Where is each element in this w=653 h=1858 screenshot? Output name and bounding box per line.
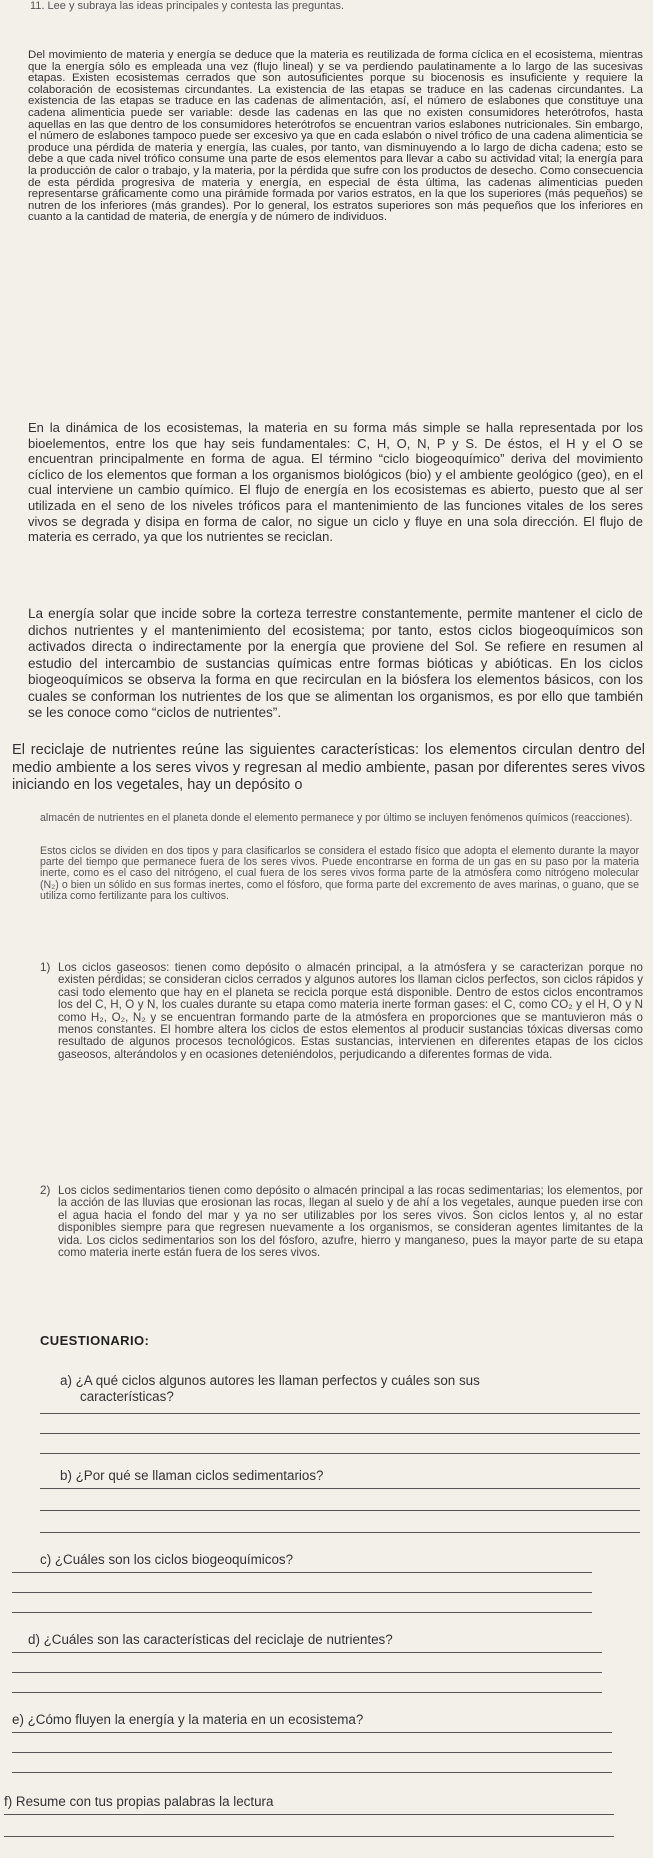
answer-line-c3[interactable] — [12, 1612, 592, 1613]
paragraph-4: El reciclaje de nutrientes reúne las siguientes características: los elementos circulan dentro del medio ambiente a los seres vivos y regresan al medio ambiente, pasan por diferentes seres vivos iniciando en los vegetales, hay un depósito o — [12, 742, 645, 793]
small-paragraph-2: Estos ciclos se dividen en dos tipos y para clasificarlos se considera el estado físico que adopta el elemento durante la mayor parte del tiempo que permanece fuera de los seres vivos. Puede encontrarse en forma de un gas en su paso por la materia inerte, como es el caso del nitrógeno, el cual fuera de los seres vivos forma parte de la atmósfera como nitrógeno molecular (N₂) o bien un sólido en sus formas inertes, como el fósforo, que forma parte del excremento de aves marinas, o guano, que se utiliza como fertilizante para los cultivos. — [40, 845, 639, 902]
answer-line-d2[interactable] — [12, 1672, 602, 1673]
answer-line-f2[interactable] — [4, 1836, 614, 1837]
answer-line-a3[interactable] — [40, 1453, 640, 1454]
answer-line-e1[interactable] — [12, 1732, 612, 1733]
answer-line-b2[interactable] — [40, 1510, 640, 1511]
paragraph-1: Del movimiento de materia y energía se deduce que la materia es reutilizada de forma cíclica en el ecosistema, mientras que la energía sólo es empleada una vez (flujo lineal) y se va perdiendo paulatinamente a lo largo de las sucesivas etapas. Existen ecosistemas cerrados que son autosuficientes porque su biocenosis es insuficiente y requiere la colaboración de ecosistemas circundantes. La existencia de las etapas se traduce en las cadenas circundantes. La existencia de las etapas se traduce en las cadenas de alimentación, así, el número de eslabones que constituye una cadena alimenticia puede ser variable: desde las cadenas en las que no existen consumidores heterótrofos, hasta aquellas en las que dentro de los consumidores heterótrofos se encuentran varios eslabones nutricionales. Sin embargo, el número de eslabones tampoco puede ser excesivo ya que en cada eslabón o nivel trófico de una cadena alimenticia se produce una pérdida de materia y energía, las cuales, por tanto, van disminuyendo a lo largo de dicha cadena; esto se debe a que cada nivel trófico consume una parte de esos elementos para llevar a cabo su actividad vital; la energía para la producción de calor o trabajo, y la materia, por la pérdida que sufre con los productos de desecho. Como consecuencia de esta pérdida progresiva de materia y energía, en especial de ésta última, las cadenas alimenticias pueden representarse gráficamente como una pirámide formada por varios estratos, en la que los superiores (más pequeños) se nutren de los inferiores (más grandes). Por lo general, los estratos superiores son más pequeños que los inferiores en cuanto a la cantidad de materia, de energía y de número de individuos. — [28, 49, 643, 224]
question-a-line1: a) ¿A qué ciclos algunos autores les llaman perfectos y cuáles son sus — [60, 1373, 480, 1388]
list-item-sedimentary — [40, 1185, 643, 1259]
list-number: 1) — [40, 961, 51, 974]
list-number: 2) — [40, 1184, 51, 1197]
answer-line-d3[interactable] — [12, 1692, 602, 1693]
answer-line-a1[interactable] — [40, 1413, 640, 1414]
answer-line-d1[interactable] — [12, 1652, 602, 1653]
list-text: Los ciclos gaseosos: tienen como depósito o almacén principal, a la atmósfera y se caracterizan porque no existen pérdidas; se consideran ciclos cerrados y algunos autores los llaman ciclos perfectos, son ciclos rápidos y casi todo elemento que hay en el planeta se recicla porque está disponible. Dentro de estos ciclos encontramos los del C, H, O y N, los cuales durante su etapa como materia inerte forman gases: el C, como CO₂ y el H, O y N como H₂, O₂, N₂ y se encuentran formando parte de la atmósfera en proporciones que se mantuvieron más o menos constantes. El hombre altera los ciclos de estos elementos al producir sustancias tóxicas diversas como resultado de algunos procesos tecnológicos. Estas sustancias, intervienen en diferentes etapas de los ciclos gaseosos, alterándolos y en ocasiones deteniéndolos, perjudicando a diferentes formas de vida. — [58, 961, 643, 1061]
answer-line-e2[interactable] — [12, 1752, 612, 1753]
small-paragraph-1: almacén de nutrientes en el planeta donde el elemento permanece y por último se incluyen fenómenos químicos (reacciones). — [40, 812, 633, 824]
list-item-gaseous — [40, 962, 643, 1061]
answer-line-a2[interactable] — [40, 1433, 640, 1434]
answer-line-c1[interactable] — [12, 1572, 592, 1573]
answer-line-b1[interactable] — [40, 1488, 640, 1489]
question-b: b) ¿Por qué se llaman ciclos sedimentarios? — [60, 1468, 324, 1483]
list-text: Los ciclos sedimentarios tienen como depósito o almacén principal a las rocas sedimentarias; los elementos, por la acción de las lluvias que erosionan las rocas, llegan al suelo y de ahí a los vegetales, aunque pueden irse con el agua hacia el fondo del mar y ya no ser utilizables por los seres vivos. Son ciclos lentos y, al no estar disponibles siempre para que regresen nuevamente a los organismos, se consideran agentes limitantes de la vida. Los ciclos sedimentarios son los del fósforo, azufre, hierro y manganeso, pues la mayor parte de su etapa como materia inerte están fuera de los seres vivos. — [58, 1184, 643, 1260]
exercise-header: 11. Lee y subraya las ideas principales y contesta las preguntas. — [30, 0, 345, 12]
paragraph-2: En la dinámica de los ecosistemas, la materia en su forma más simple se halla representada por los bioelementos, entre los que hay seis fundamentales: C, H, O, N, P y S. De éstos, el H y el O se encuentran principalmente en forma de agua. El término “ciclo biogeoquímico” deriva del movimiento cíclico de los elementos que forman a los organismos biológicos (bio) y el ambiente geológico (geo), en el cual interviene un cambio químico. El flujo de energía en los ecosistemas es abierto, puesto que al ser utilizada en el seno de los niveles tróficos para el mantenimiento de las funciones vitales de los seres vivos se degrada y disipa en forma de calor, no sigue un ciclo y fluye en una sola dirección. El flujo de materia es cerrado, ya que los nutrientes se reciclan. — [28, 420, 643, 545]
question-d: d) ¿Cuáles son las características del reciclaje de nutrientes? — [28, 1632, 393, 1647]
answer-line-e3[interactable] — [12, 1772, 612, 1773]
answer-line-b3[interactable] — [40, 1532, 640, 1533]
answer-line-f1[interactable] — [4, 1814, 614, 1815]
question-e: e) ¿Cómo fluyen la energía y la materia en un ecosistema? — [12, 1712, 364, 1727]
question-c: c) ¿Cuáles son los ciclos biogeoquímicos? — [40, 1552, 294, 1567]
question-a-line2: características? — [80, 1389, 174, 1404]
answer-line-c2[interactable] — [12, 1592, 592, 1593]
question-f: f) Resume con tus propias palabras la lectura — [4, 1794, 274, 1809]
questionnaire-title: CUESTIONARIO: — [40, 1333, 150, 1348]
paragraph-3: La energía solar que incide sobre la corteza terrestre constantemente, permite mantener el ciclo de dichos nutrientes y el mantenimiento del ecosistema; por tanto, estos ciclos biogeoquímicos son activados directa o indirectamente por la energía que proviene del Sol. Se refiere en resumen al estudio del intercambio de sustancias químicas entre formas bióticas y abióticas. En los ciclos biogeoquímicos se observa la forma en que recirculan en la biósfera los elementos básicos, con los cuales se conforman los nutrientes de los que se alimentan los organismos, es por ello que también se les conoce como “ciclos de nutrientes”. — [28, 606, 643, 720]
